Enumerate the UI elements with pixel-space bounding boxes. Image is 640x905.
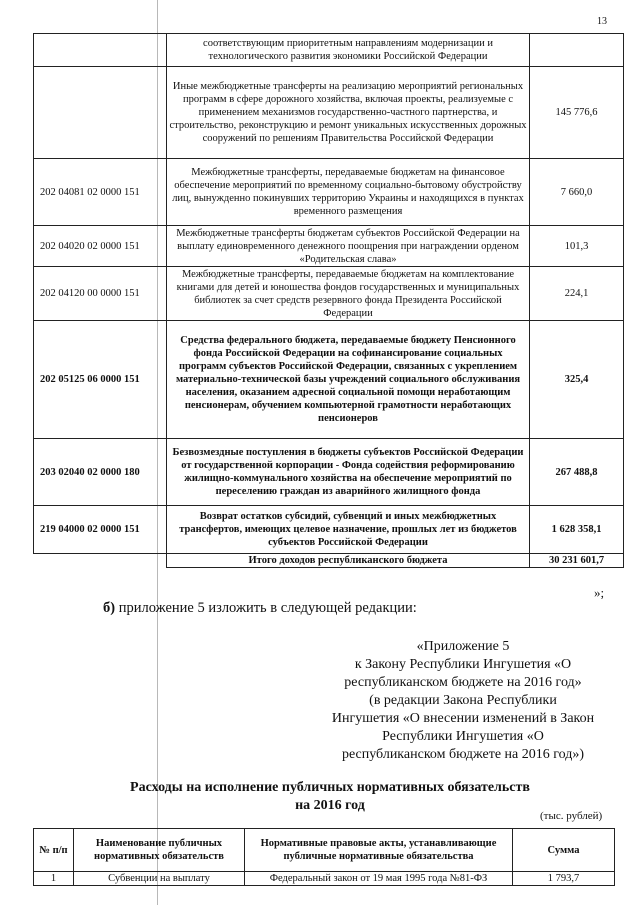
table-row <box>34 159 624 226</box>
row-name: Субвенции на выплату <box>74 872 245 886</box>
appendix-line: Республики Ингушетия «О <box>382 729 544 744</box>
heading-line: на 2016 год <box>295 798 365 813</box>
row-description: соответствующим приоритетным направлениям модернизации и технологического развития экономики Российской Федерации <box>167 34 530 67</box>
total-row <box>34 554 624 568</box>
paragraph-label: б) <box>103 600 116 616</box>
row-code: 202 04020 02 0000 151 <box>34 226 167 267</box>
table-row <box>34 872 615 886</box>
row-code: 202 04081 02 0000 151 <box>34 159 167 226</box>
header-amount: Сумма <box>513 829 615 872</box>
table-row <box>34 67 624 159</box>
appendix-line: (в редакции Закона Республики <box>369 693 557 708</box>
obligations-header-row <box>34 829 615 872</box>
row-number: 1 <box>34 872 74 886</box>
paragraph-text: приложение 5 изложить в следующей редакции: <box>115 600 417 616</box>
row-amount: 224,1 <box>530 267 624 321</box>
header-legal-acts: Нормативные правовые акты, устанавливающие публичные нормативные обязательства <box>245 829 513 872</box>
row-description: Средства федерального бюджета, передаваемые бюджету Пенсионного фонда Российской Федерации на софинансирование социальных программ субъектов Российской Федерации, связанных с укреплением материально-технической базы учреждений социального обслуживания населения, оказанием адресной социальной помощи неработающим пенсионерам, обучением компьютерной грамотности неработающих пенсионеров <box>167 321 530 439</box>
row-code <box>34 34 167 67</box>
revenue-table-body <box>34 34 624 568</box>
row-code: 203 02040 02 0000 180 <box>34 439 167 506</box>
appendix-header <box>318 638 608 764</box>
row-amount: 325,4 <box>530 321 624 439</box>
row-code: 202 05125 06 0000 151 <box>34 321 167 439</box>
heading-line: Расходы на исполнение публичных нормативных обязательств <box>130 780 530 795</box>
row-amount: 1 628 358,1 <box>530 506 624 554</box>
closing-quote: »; <box>594 585 605 600</box>
appendix-line: к Закону Республики Ингушетия «О <box>354 657 572 672</box>
row-amount: 1 793,7 <box>513 872 615 886</box>
row-description: Безвозмездные поступления в бюджеты субъектов Российской Федерации от государственной корпорации - Фонда содействия реформированию жилищно-коммунального хозяйства на обеспечение мероприятий по переселению граждан из аварийного жилищного фонда <box>167 439 530 506</box>
table-row <box>34 34 624 67</box>
appendix-line: «Приложение 5 <box>416 639 510 654</box>
amendment-paragraph <box>103 600 417 617</box>
row-amount: 101,3 <box>530 226 624 267</box>
header-number: № п/п <box>34 829 74 872</box>
row-description: Возврат остатков субсидий, субвенций и иных межбюджетных трансфертов, имеющих целевое назначение, прошлых лет из бюджетов субъектов Российской Федерации <box>167 506 530 554</box>
obligations-table <box>33 828 615 886</box>
revenue-table <box>33 33 624 568</box>
row-code: 219 04000 02 0000 151 <box>34 506 167 554</box>
row-legal-act: Федеральный закон от 19 мая 1995 года №81-ФЗ <box>245 872 513 886</box>
table-row <box>34 439 624 506</box>
row-amount: 145 776,6 <box>530 67 624 159</box>
row-description: Межбюджетные трансферты, передаваемые бюджетам на финансовое обеспечение мероприятий по временному социально-бытовому обустройству лиц, вынужденно покинувших территорию Украины и находящихся в пунктах временного размещения <box>167 159 530 226</box>
row-code <box>34 67 167 159</box>
row-amount <box>530 34 624 67</box>
table-row <box>34 226 624 267</box>
appendix-line: республиканском бюджете на 2016 год» <box>344 675 582 690</box>
row-amount: 267 488,8 <box>530 439 624 506</box>
row-description: Иные межбюджетные трансферты на реализацию мероприятий региональных программ в сфере дорожного хозяйства, включая проекты, реализуемые с применением механизмов государственно-частного партнерства, и строительство, реконструкцию и ремонт уникальных искусственных дорожных сооружений по решениям Правительства Российской Федерации <box>167 67 530 159</box>
units-label: (тыс. рублей) <box>540 810 603 822</box>
total-value: 30 231 601,7 <box>530 554 624 568</box>
row-code: 202 04120 00 0000 151 <box>34 267 167 321</box>
row-description: Межбюджетные трансферты, передаваемые бюджетам на комплектование книгами для детей и юношества фондов государственных и муниципальных библиотек за счет средств резервного фонда Президента Российской Федерации <box>167 267 530 321</box>
header-name: Наименование публичных нормативных обязательств <box>74 829 245 872</box>
appendix-line: Ингушетия «О внесении изменений в Закон <box>331 711 595 726</box>
row-description: Межбюджетные трансферты бюджетам субъектов Российской Федерации на выплату единовременного денежного поощрения при награждении орденом «Родительская слава» <box>167 226 530 267</box>
total-empty-cell <box>34 554 167 568</box>
table-row <box>34 267 624 321</box>
table-row <box>34 506 624 554</box>
page-number: 13 <box>597 16 607 27</box>
total-label: Итого доходов республиканского бюджета <box>167 554 530 568</box>
appendix-line: республиканском бюджете на 2016 год») <box>341 747 585 762</box>
section-heading <box>80 779 580 815</box>
row-amount: 7 660,0 <box>530 159 624 226</box>
table-row <box>34 321 624 439</box>
